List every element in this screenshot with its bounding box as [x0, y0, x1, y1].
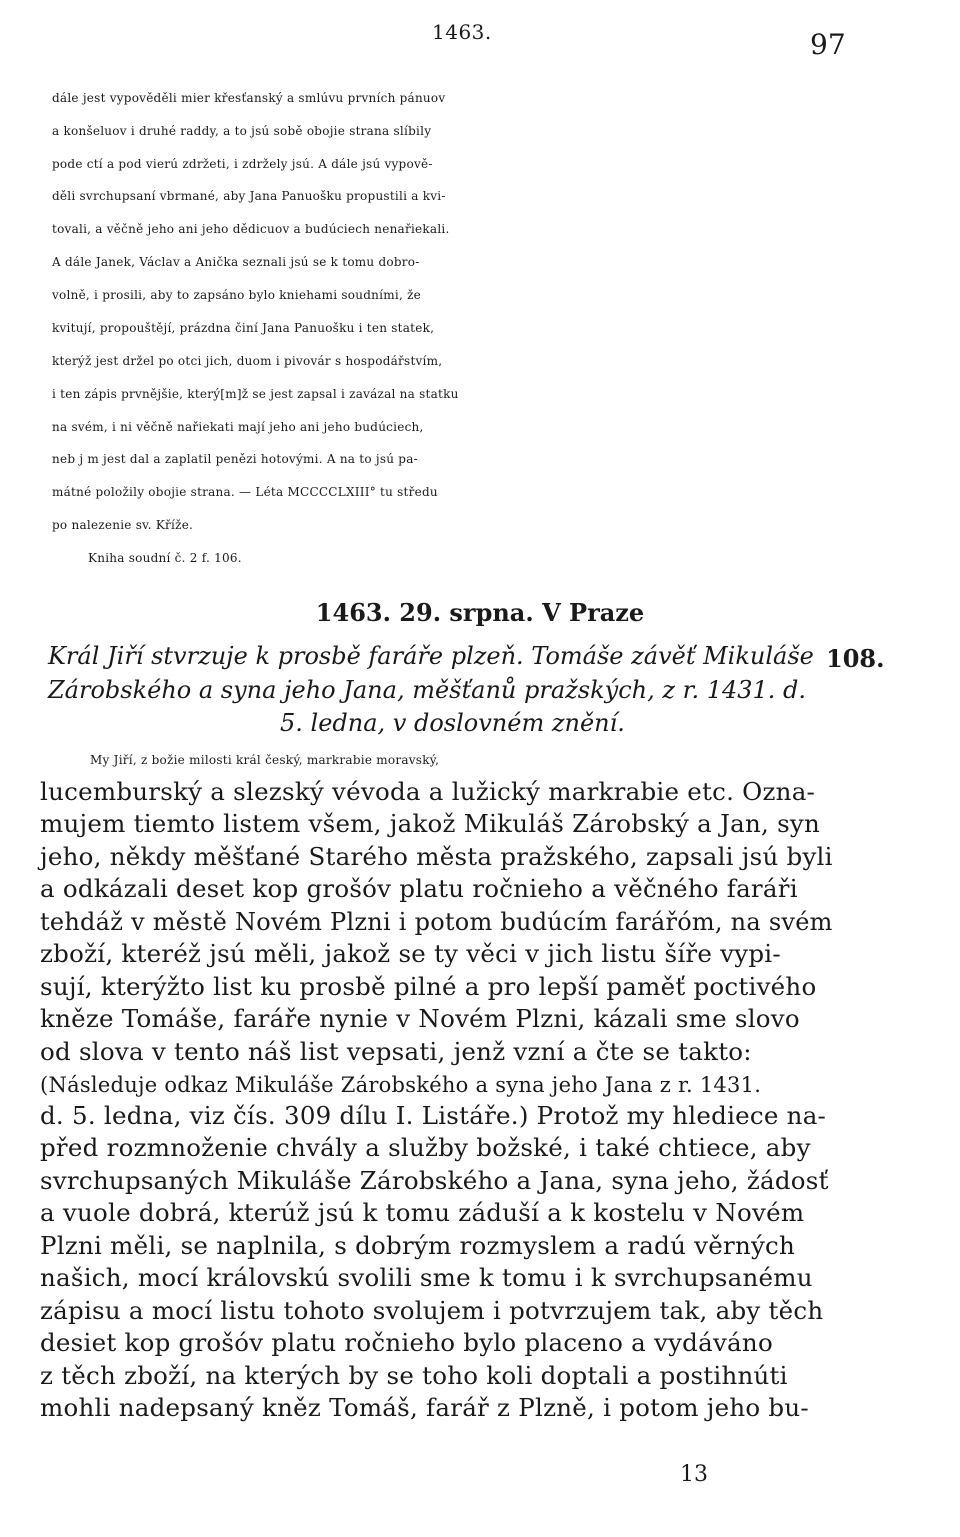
text-line: mátné položily obojie strana. — Léta MCCCCLXIII° tu středu	[52, 485, 438, 499]
text-line: mohli nadepsaný kněz Tomáš, farář z Plzně, i potom jeho bu-	[40, 1393, 809, 1422]
text-line: i ten zápis prvnějšie, který[m]ž se jest zapsal i zavázal na statku	[52, 387, 459, 401]
text-line: desiet kop grošóv platu ročnieho bylo placeno a vydáváno	[40, 1328, 773, 1357]
text-line: před rozmnoženie chvály a služby božské, i také chtiece, aby	[40, 1133, 811, 1162]
text-line: dále jest vypověděli mier křesťanský a smlúvu prvních pánuov	[52, 91, 446, 105]
text-line: a odkázali deset kop grošóv platu ročnieho a věčného faráři	[40, 874, 798, 903]
text-line: od slova v tento náš list vepsati, jenž vzní a čte se takto:	[40, 1037, 752, 1066]
text-line: kterýž jest držel po otci jich, duom i pivovár s hospodářstvím,	[52, 354, 443, 368]
signature-mark: 13	[680, 1462, 708, 1487]
source-note: Kniha soudní č. 2 f. 106.	[88, 551, 242, 565]
text-line: pode ctí a pod vierú zdržeti, i zdržely jsú. A dále jsú vypově-	[52, 157, 433, 171]
text-line: d. 5. ledna, viz čís. 309 dílu I. Listáře.) Protož my hlediece na-	[40, 1101, 827, 1130]
text-line: kvitují, propouštějí, prázdna činí Jana Panuošku i ten statek,	[52, 321, 435, 335]
text-line: našich, mocí královskú svolili sme k tomu i k svrchupsanému	[40, 1263, 813, 1292]
text-line: mujem tiemto listem všem, jakož Mikuláš Zárobský a Jan, syn	[40, 809, 821, 838]
text-line: jeho, někdy měšťané Starého města pražského, zapsali jsú byli	[40, 842, 833, 871]
document-number: 108.	[826, 644, 885, 673]
text-line: My Jiří, z božie milosti král český, markrabie moravský,	[90, 753, 440, 767]
summary-line: Král Jiří stvrzuje k prosbě faráře plzeň. Tomáše závěť Mikuláše	[48, 642, 814, 670]
text-line: na svém, i ni věčně nařiekati mají jeho ani jeho budúciech,	[52, 420, 424, 434]
text-line: zápisu a mocí listu tohoto svolujem i potvrzujem tak, aby těch	[40, 1296, 824, 1325]
text-line: po nalezenie sv. Kříže.	[52, 518, 194, 532]
header-year: 1463.	[432, 20, 492, 44]
text-line: zboží, kteréž jsú měli, jakož se ty věci v jich listu šíře vypi-	[40, 939, 781, 968]
summary-line: Zárobského a syna jeho Jana, měšťanů pražských, z r. 1431. d.	[48, 676, 807, 704]
text-line: A dále Janek, Václav a Anička seznali jsú se k tomu dobro-	[52, 255, 420, 269]
text-line: Plzni měli, se naplnila, s dobrým rozmyslem a radú věrných	[40, 1231, 796, 1260]
page-header	[0, 18, 960, 61]
text-line: kněze Tomáše, faráře nynie v Novém Plzni, kázali sme slovo	[40, 1004, 800, 1033]
page-number: 97	[810, 28, 846, 61]
text-line: neb j m jest dal a zaplatil penězi hotovými. A na to jsú pa-	[52, 452, 418, 466]
text-line: lucemburský a slezský vévoda a lužický markrabie etc. Ozna-	[40, 777, 816, 806]
text-line: volně, i prosili, aby to zapsáno bylo kniehami soudními, že	[52, 288, 421, 302]
text-line: z těch zboží, na kterých by se toho koli doptali a postihnúti	[40, 1361, 788, 1390]
text-line: a konšeluov i druhé raddy, a to jsú sobě obojie strana slíbily	[52, 124, 432, 138]
text-line: sují, kterýžto list ku prosbě pilné a pro lepší paměť poctivého	[40, 972, 817, 1001]
text-line: děli svrchupsaní vbrmané, aby Jana Panuošku propustili a kvi-	[52, 189, 446, 203]
text-line: a vuole dobrá, kterúž jsú k tomu záduší a k kostelu v Novém	[40, 1198, 805, 1227]
document-title: 1463. 29. srpna. V Praze	[315, 598, 645, 627]
summary-line: 5. ledna, v doslovném znění.	[280, 709, 625, 737]
text-line: (Následuje odkaz Mikuláše Zárobského a syna jeho Jana z r. 1431.	[40, 1073, 762, 1097]
text-line: svrchupsaných Mikuláše Zárobského a Jana, syna jeho, žádosť	[40, 1166, 829, 1195]
text-line: tehdáž v městě Novém Plzni i potom budúcím farářóm, na svém	[40, 908, 833, 936]
text-line: tovali, a věčně jeho ani jeho dědicuov a budúciech nenařiekali.	[52, 222, 450, 236]
